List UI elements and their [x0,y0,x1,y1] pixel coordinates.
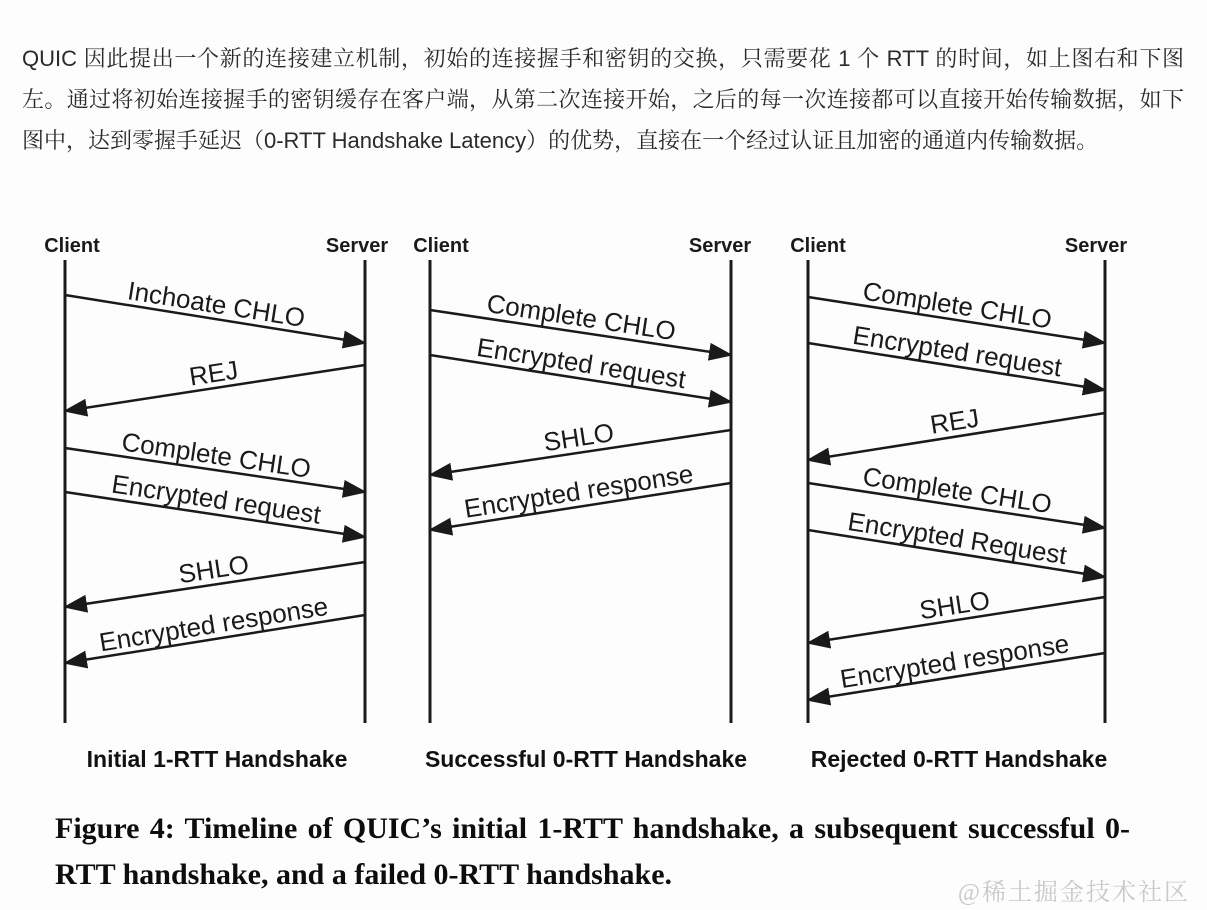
message-label: Complete CHLO [860,275,1054,335]
message-label: SHLO [176,548,251,590]
handshake-figure [0,230,1207,775]
watermark: @稀土掘金技术社区 [957,880,1190,906]
message-label: Encrypted response [838,628,1072,695]
message-label: SHLO [541,416,616,458]
diagram-title: Rejected 0-RTT Handshake [810,746,1108,772]
message-label: REJ [187,354,241,392]
message-label: SHLO [917,584,992,626]
server-label: Server [1064,235,1128,257]
message-label: Encrypted Request [845,505,1069,571]
message-label: REJ [927,402,982,440]
message-label: Encrypted request [850,319,1064,383]
client-label: Client [413,235,469,257]
message-label: Encrypted response [97,590,331,658]
message-label: Encrypted response [462,458,696,524]
client-label: Client [44,235,100,257]
diagram-rejected-0rtt [790,235,1127,772]
diagram-initial-1rtt [44,235,388,772]
figure-caption: Figure 4: Timeline of QUIC’s initial 1-RTT handshake, a subsequent successful 0-RTT handshake, and a failed 0-RTT handshake. [55,812,1130,891]
message-label: Complete CHLO [484,288,678,347]
diagram-successful-0rtt [413,235,751,772]
server-label: Server [688,235,752,257]
client-label: Client [790,235,846,257]
message-label: Encrypted request [474,331,688,395]
server-label: Server [325,235,389,257]
intro-paragraph: QUIC 因此提出一个新的连接建立机制，初始的连接握手和密钥的交换，只需要花 1 个 RTT 的时间，如上图右和下图左。通过将初始连接握手的密钥缓存在客户端，从第二次连接开始，之后的每一次连接都可以直接开始传输数据，如下图中，达到零握手延迟（0-RTT Handshake Latency）的优势，直接在一个经过认证且加密的通道内传输数据。 [22,46,1184,153]
message-label: Encrypted request [109,468,323,530]
sequence-diagrams-svg [0,230,1207,775]
message-label: Complete CHLO [119,426,313,484]
message-label: Complete CHLO [860,461,1054,520]
message-label: Inchoate CHLO [125,275,308,333]
diagram-title: Initial 1-RTT Handshake [86,746,348,772]
diagram-title: Successful 0-RTT Handshake [424,746,748,772]
